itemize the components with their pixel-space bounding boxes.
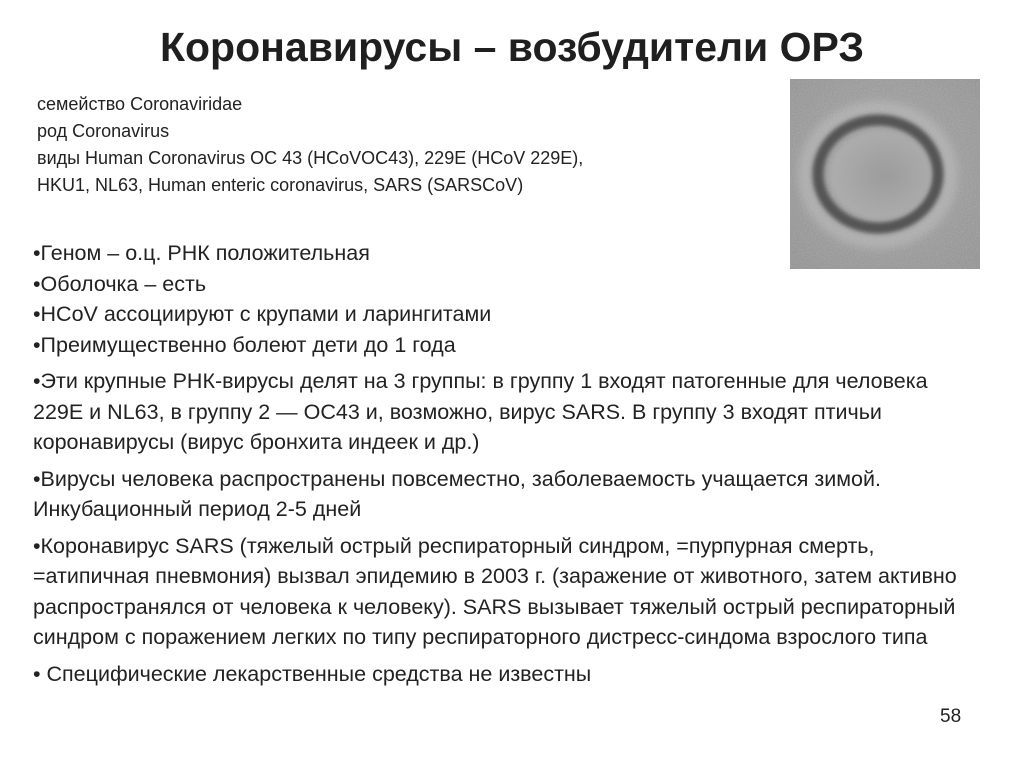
bullet-children: •Преимущественно болеют дети до 1 года <box>33 332 456 357</box>
bullet-genome: •Геном – о.ц. РНК положительная <box>33 241 370 265</box>
slide-title: Коронавирусы – возбудители ОРЗ <box>159 24 865 70</box>
taxonomy-genus: род Coronavirus <box>37 121 170 141</box>
taxonomy-family: семейство Coronaviridae <box>37 94 243 114</box>
taxonomy-species-line-2: HKU1, NL63, Human enteric coronavirus, SARS (SARSCoV) <box>37 175 524 195</box>
bullet-envelope: •Оболочка – есть <box>33 271 207 296</box>
taxonomy-species-line-1: виды Human Coronavirus OC 43 (HCoVOC43), 229E (HCoV 229E), <box>37 148 584 168</box>
bullet-treatment: • Специфические лекарственные средства не известны <box>33 661 592 686</box>
bullet-groups: •Эти крупные РНК-вирусы делят на 3 группы: в группу 1 входят патогенные для человека 229E и NL63, в группу 2 — OC43 и, возможно, вирус SARS. В группу 3 входят птичьи коронавирусы (вирус бронхита индеек и др.) <box>33 369 928 454</box>
bullet-sars: •Коронавирус SARS (тяжелый острый респираторный синдром, =пурпурная смерть, =атипичная пневмония) вызвал эпидемию в 2003 г. (заражение от животного, затем активно распространялся от человека к человеку). SARS вызывает тяжелый острый респираторный синдром с поражением легких по типу респираторного дистресс-синдома взрослого типа <box>33 533 957 649</box>
bullet-croup: •HCoV ассоциируют с крупами и ларингитами <box>33 302 492 326</box>
bullet-list <box>33 238 978 695</box>
page-number: 58 <box>940 706 962 727</box>
bullet-distribution: •Вирусы человека распространены повсеместно, заболеваемость учащается зимой. Инкубационный период 2-5 дней <box>33 466 881 521</box>
taxonomy-block <box>37 91 777 199</box>
short-bullets <box>33 238 978 360</box>
